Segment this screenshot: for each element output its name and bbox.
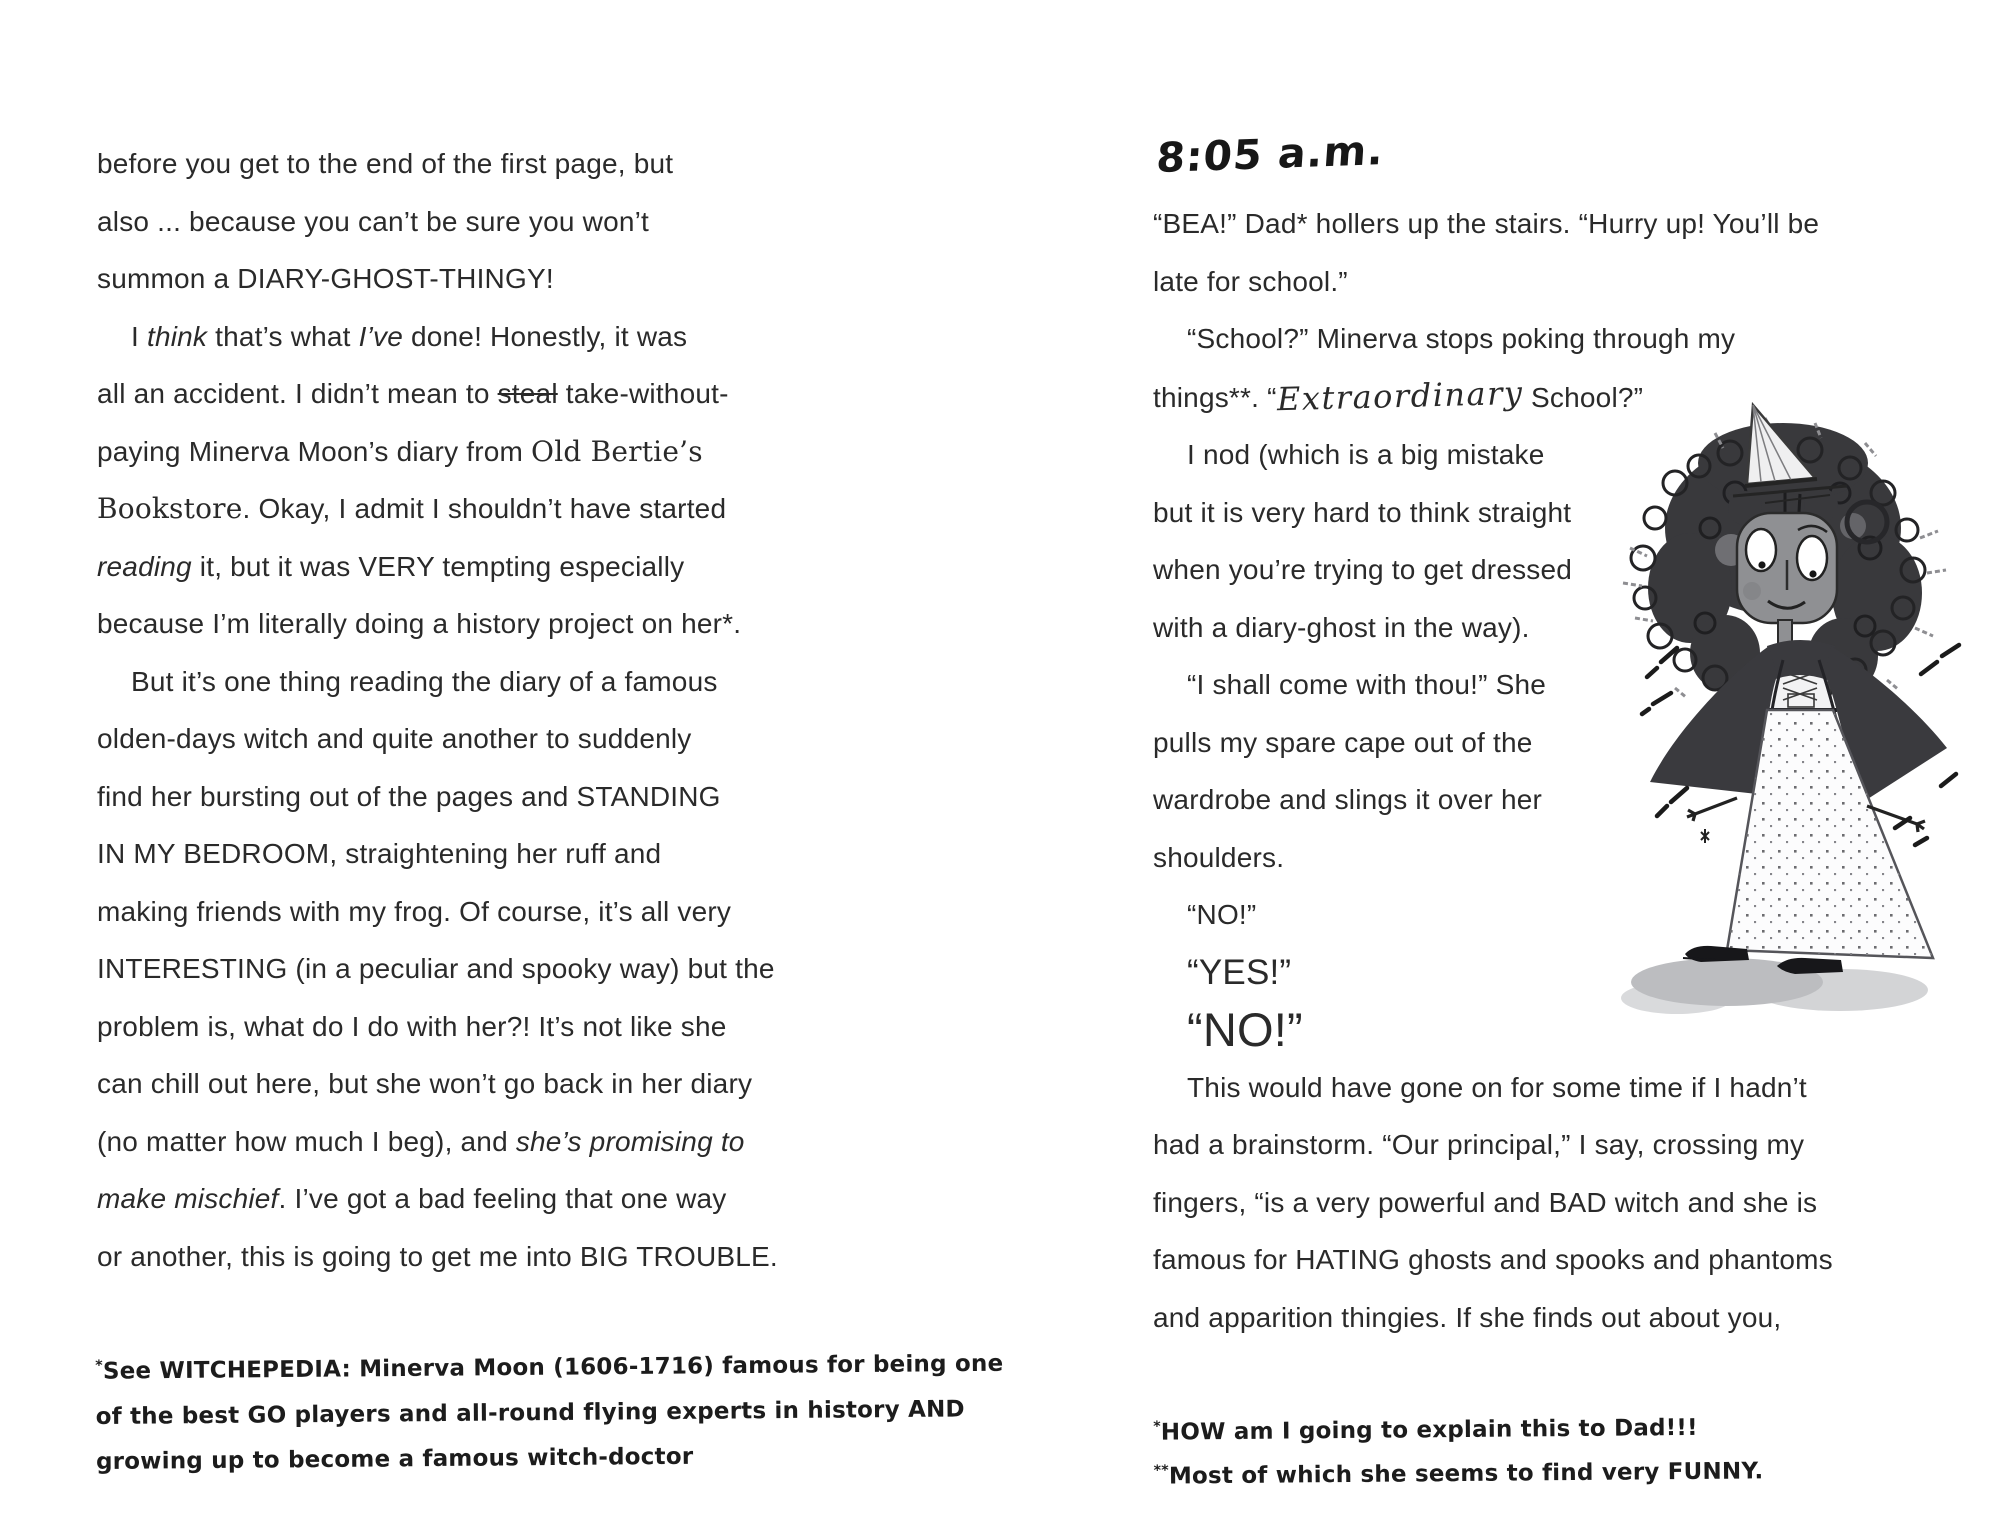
text-line: shoulders. — [1153, 841, 1285, 873]
text-line: but it is very hard to think straight — [1153, 496, 1572, 528]
text-line: reading it, but it was VERY tempting especially — [97, 550, 685, 582]
left-page-text — [97, 135, 857, 1285]
text-line: can chill out here, but she won’t go back in her diary — [97, 1068, 753, 1099]
left-page-footnote — [95, 1338, 1004, 1485]
time-heading: 8:05 a.m. — [1154, 126, 1386, 182]
sparkle-icon — [1701, 829, 1709, 843]
ground-shadow — [1621, 958, 1928, 1014]
text-line: and apparition thingies. If she finds out about you, — [1153, 1301, 1782, 1333]
text-line: all an accident. I didn’t mean to steal take-without- — [97, 378, 729, 409]
ghost-witch-girl-illustration — [1615, 398, 1985, 1038]
text-line: of the best GO players and all-round flying experts in history AND — [95, 1396, 965, 1430]
text-line: paying Minerva Moon’s diary from Old Bertie’s — [97, 434, 703, 468]
text-line: “YES!” — [1187, 952, 1292, 992]
text-line: IN MY BEDROOM, straightening her ruff and — [97, 838, 662, 869]
text-line: making friends with my frog. Of course, it’s all very — [97, 895, 732, 927]
text-line: problem is, what do I do with her?! It’s not like she — [97, 1010, 727, 1042]
text-line: find her bursting out of the pages and STANDING — [97, 780, 721, 812]
text-line: INTERESTING (in a peculiar and spooky way) but the — [97, 953, 775, 984]
text-line: with a diary-ghost in the way). — [1153, 611, 1530, 643]
text-line: things**. “Extraordinary School?” — [1153, 373, 1644, 418]
text-line: **Most of which she seems to find very FUNNY. — [1153, 1457, 1764, 1490]
text-line: wardrobe and slings it over her — [1153, 784, 1543, 815]
text-line: “I shall come with thou!” She — [1187, 669, 1547, 700]
text-line: olden-days witch and quite another to suddenly — [97, 723, 692, 754]
text-line: (no matter how much I beg), and she’s promising to — [97, 1125, 745, 1157]
text-line: I think that’s what I’ve done! Honestly, it was — [131, 320, 688, 352]
text-line: growing up to become a famous witch-doctor — [95, 1443, 694, 1475]
text-line: when you’re trying to get dressed — [1153, 554, 1573, 585]
text-line: “BEA!” Dad* hollers up the stairs. “Hurry up! You’ll be — [1153, 208, 1820, 239]
text-line: fingers, “is a very powerful and BAD witch and she is — [1153, 1186, 1818, 1218]
text-line: But it’s one thing reading the diary of a famous — [131, 665, 718, 697]
text-line: This would have gone on for some time if I hadn’t — [1187, 1071, 1807, 1103]
text-line: “NO!” — [1187, 1003, 1303, 1056]
text-line: “NO!” — [1187, 899, 1257, 930]
right-page-footnotes — [1153, 1402, 1874, 1496]
text-line: pulls my spare cape out of the — [1153, 726, 1533, 758]
text-line: I nod (which is a big mistake — [1187, 439, 1545, 470]
text-line: late for school.” — [1153, 265, 1348, 297]
face — [1737, 513, 1837, 623]
text-line: summon a DIARY-GHOST-THINGY! — [97, 263, 554, 294]
text-line: because I’m literally doing a history project on her*. — [97, 608, 742, 639]
text-line: “School?” Minerva stops poking through my — [1187, 323, 1736, 354]
text-line: *HOW am I going to explain this to Dad!!! — [1153, 1414, 1698, 1446]
text-line: or another, this is going to get me into BIG TROUBLE. — [97, 1240, 778, 1272]
text-line: famous for HATING ghosts and spooks and phantoms — [1153, 1244, 1833, 1275]
text-line: also ... because you can’t be sure you won’t — [97, 205, 650, 237]
text-line: make mischief. I’ve got a bad feeling that one way — [97, 1183, 727, 1214]
text-line: *See WITCHEPEDIA: Minerva Moon (1606-1716) famous for being one — [95, 1350, 1004, 1385]
text-line: Bookstore. Okay, I admit I shouldn’t have started — [97, 492, 727, 525]
text-line: had a brainstorm. “Our principal,” I say, crossing my — [1153, 1129, 1805, 1160]
text-line: before you get to the end of the first page, but — [97, 148, 674, 179]
